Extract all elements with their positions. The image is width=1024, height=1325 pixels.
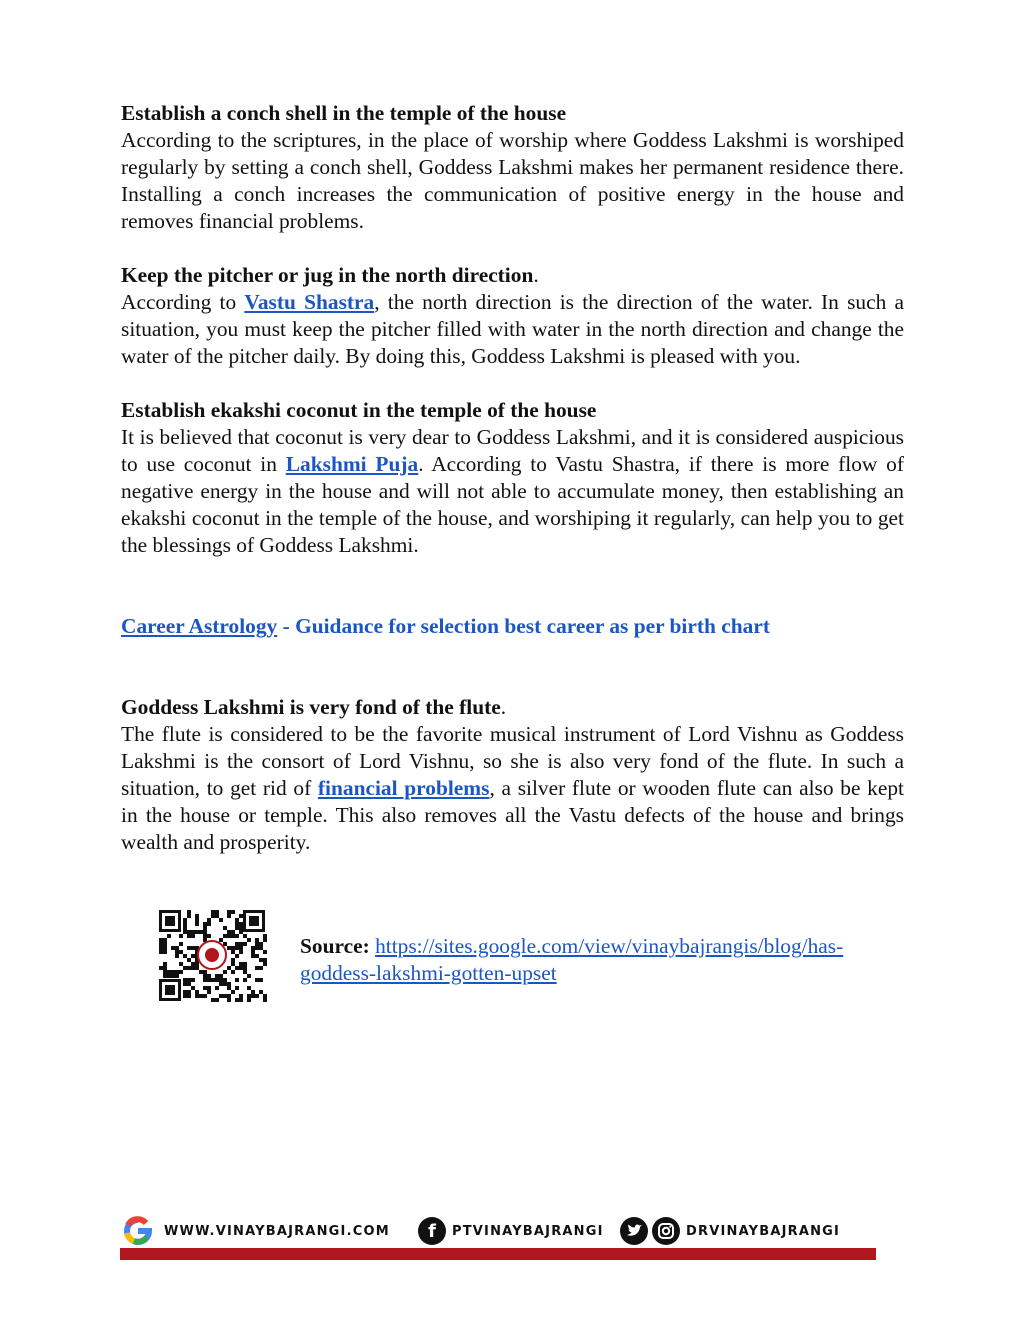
section-pitcher <box>121 262 904 370</box>
career-promo <box>121 613 904 640</box>
career-astrology-link[interactable]: Career Astrology <box>121 614 278 638</box>
footer-banner <box>120 1212 876 1262</box>
document-body <box>121 100 904 883</box>
google-icon <box>120 1216 156 1246</box>
section-flute <box>121 694 904 856</box>
footer-social-text: DRVINAYBAJRANGI <box>686 1223 841 1239</box>
section-paragraph: It is believed that coconut is very dear to Goddess Lakshmi, and it is considered auspicious to use coconut in Lakshmi Puja. According to Vastu Shastra, if there is more flow of negative energy in the house and will not able to accumulate money, then establishing an ekakshi coconut in the temple of the house, and worshiping it regularly, can help you to get the blessings of Goddess Lakshmi. <box>121 425 904 557</box>
footer-website[interactable] <box>120 1216 390 1246</box>
section-coconut <box>121 397 904 559</box>
footer-social[interactable] <box>620 1216 840 1246</box>
lakshmi-puja-link[interactable]: Lakshmi Puja <box>285 452 419 476</box>
vastu-shastra-link[interactable]: Vastu Shastra <box>244 290 375 314</box>
qr-code-icon[interactable] <box>157 908 267 1003</box>
financial-problems-link[interactable]: financial problems <box>317 776 490 800</box>
section-paragraph: The flute is considered to be the favorite musical instrument of Lord Vishnu as Goddess Lakshmi is the consort of Lord Vishnu, so she is also very fond of the flute. In such a situation, to get rid of financial problems, a silver flute or wooden flute can also be kept in the house or temple. This also removes all the Vastu defects of the house and brings wealth and prosperity. <box>121 722 904 854</box>
source-citation <box>300 933 910 987</box>
footer-website-text: WWW.VINAYBAJRANGI.COM <box>164 1223 390 1239</box>
section-heading: Goddess Lakshmi is very fond of the flute. <box>121 695 507 719</box>
footer-facebook-text: PTVINAYBAJRANGI <box>452 1223 604 1239</box>
source-label: Source: <box>300 934 370 958</box>
source-url-link[interactable]: https://sites.google.com/view/vinaybajrangis/blog/has-goddess-lakshmi-gotten-upset <box>300 934 844 985</box>
section-paragraph: According to the scriptures, in the place of worship where Goddess Lakshmi is worshiped regularly by setting a conch shell, Goddess Lakshmi makes her permanent residence there. Installing a conch increases the communication of positive energy in the house and removes financial problems. <box>121 128 904 233</box>
source-block <box>157 908 917 1004</box>
twitter-icon <box>620 1217 648 1245</box>
facebook-icon: f <box>418 1217 446 1245</box>
section-conch <box>121 100 904 235</box>
section-heading: Keep the pitcher or jug in the north direction. <box>121 263 539 287</box>
section-paragraph: According to Vastu Shastra, the north direction is the direction of the water. In such a situation, you must keep the pitcher filled with water in the north direction and change the water of the pitcher daily. By doing this, Goddess Lakshmi is pleased with you. <box>121 290 905 368</box>
footer-divider-bar <box>120 1248 876 1260</box>
section-heading: Establish ekakshi coconut in the temple of the house <box>121 398 597 422</box>
footer-facebook[interactable] <box>418 1216 604 1246</box>
career-promo-text: - Guidance for selection best career as per birth chart <box>277 614 770 638</box>
instagram-icon <box>652 1217 680 1245</box>
section-heading: Establish a conch shell in the temple of the house <box>121 101 567 125</box>
